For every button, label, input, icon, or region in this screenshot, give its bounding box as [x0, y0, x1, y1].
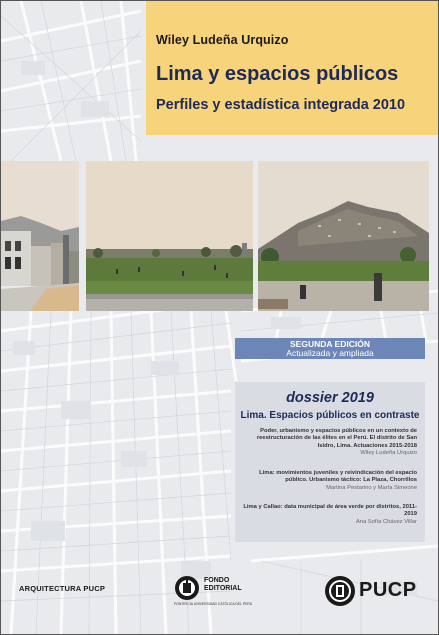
dossier-box [235, 382, 425, 542]
dossier-title: dossier 2019 [286, 390, 374, 406]
entry-authors: Martina Pestarino y María Simeone [326, 484, 417, 491]
entry-authors: Ana Sofía Chávez Villar [355, 518, 417, 525]
pucp-logo [324, 575, 417, 612]
book-subtitle: Perfiles y estadística integrada 2010 [156, 97, 406, 113]
entry-authors: Wiley Ludeña Urquizo [360, 449, 417, 456]
entry-text: Lima y Callao: data municipal de área verde por distritos, 2011-2019 [243, 504, 417, 518]
title-box [146, 1, 439, 135]
pucp-wordmark: PUCP [359, 579, 417, 601]
fondo-line2: EDITORIAL [204, 585, 242, 592]
dossier-subtitle: Lima. Espacios públicos en contraste [240, 410, 420, 421]
entry-text: Lima: movimientos juveniles y reivindicación del espacio público. Urbanismo táctico: La Plaza, Chorrillos [259, 470, 417, 484]
edition-note: Actualizada y ampliada [286, 348, 374, 358]
fondo-seal-icon [174, 575, 200, 601]
dossier-entry [239, 428, 417, 457]
entry-text: Poder, urbanismo y espacios públicos en un contexto de reestructuración de las élites en el Perú. El distrito de San Isidro, Lima. Actuaciones 2015-2018 [256, 428, 417, 449]
photo-street [1, 161, 79, 311]
pucp-seal-icon [324, 575, 356, 607]
arquitectura-pucp-logo: ARQUITECTURA PUCP [19, 584, 106, 593]
photo-hill-plaza [258, 161, 429, 311]
fondo-editorial-logo [174, 575, 253, 606]
fondo-university: PONTIFICIA UNIVERSIDAD CATÓLICA DEL PERÚ [174, 602, 253, 606]
author-name: Wiley Ludeña Urquizo [156, 33, 289, 47]
fondo-line1: FONDO [204, 577, 230, 584]
book-title: Lima y espacios públicos [156, 63, 399, 85]
edition-label: SEGUNDA EDICIÓN [290, 339, 370, 349]
dossier-entry [239, 504, 417, 526]
edition-banner [235, 338, 425, 359]
dossier-entry [239, 470, 417, 492]
photo-park-field [86, 161, 253, 311]
